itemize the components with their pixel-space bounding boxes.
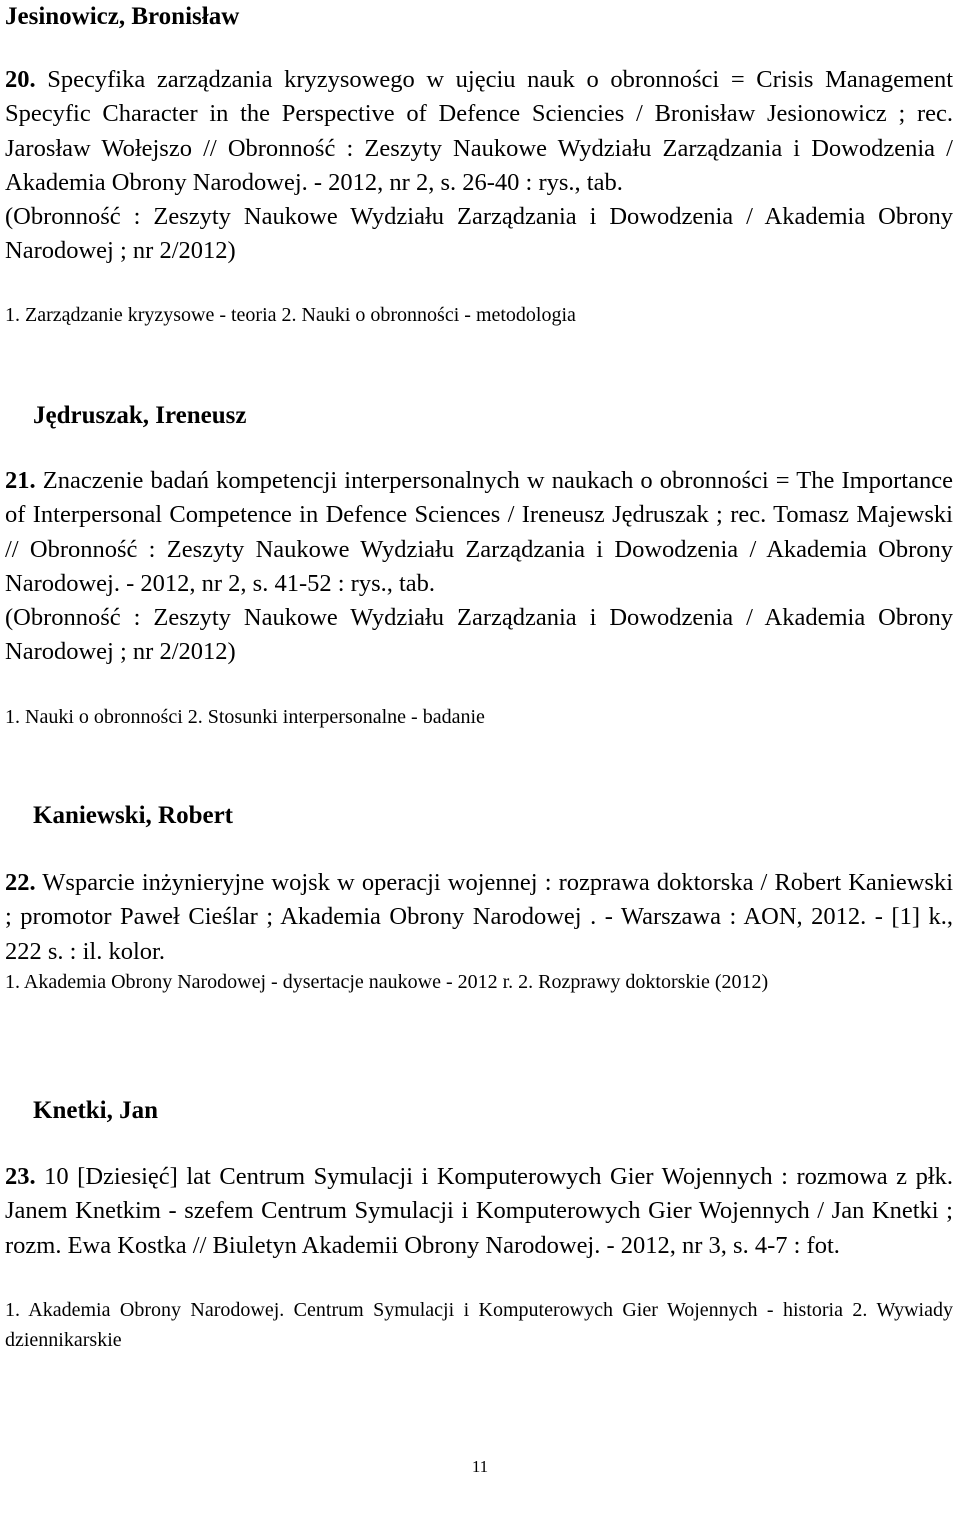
entry-number: 21. (5, 467, 36, 494)
bibliographic-entry (5, 866, 953, 969)
entry-description: Znaczenie badań kompetencji interpersonalnych w naukach o obronności = The Importance of Interpersonal Competence in Defence Sciences / Ireneusz Jędruszak ; rec. Tomasz Majewski // Obronność : Zeszyty Naukowe Wydziału Zarządzania i Dowodzenia / Akademia Obrony Narodowej. - 2012, nr 2, s. 41-52 : rys., tab. (5, 467, 953, 597)
author-heading: Jesinowicz, Bronisław (5, 3, 240, 30)
page-number: 11 (471, 1457, 489, 1476)
bibliographic-entry (5, 1160, 953, 1263)
author-heading: Jędruszak, Ireneusz (33, 402, 247, 429)
entry-number: 20. (5, 66, 36, 93)
entry-number: 22. (5, 869, 36, 896)
entry-description: Specyfika zarządzania kryzysowego w ujęciu nauk o obronności = Crisis Management Specyfic Character in the Perspective of Defence Sciencies / Bronisław Jesionowicz ; rec. Jarosław Wołejszo // Obronność : Zeszyty Naukowe Wydziału Zarządzania i Dowodzenia / Akademia Obrony Narodowej. - 2012, nr 2, s. 26-40 : rys., tab. (5, 66, 953, 196)
entry-series: (Obronność : Zeszyty Naukowe Wydziału Zarządzania i Dowodzenia / Akademia Obrony Narodowej ; nr 2/2012) (5, 203, 953, 265)
entry-description: Wsparcie inżynieryjne wojsk w operacji wojennej : rozprawa doktorska / Robert Kaniewski ; promotor Paweł Cieślar ; Akademia Obrony Narodowej . - Warszawa : AON, 2012. - [1] k., 222 s. : il. kolor. (5, 869, 953, 965)
subject-headings: 1. Akademia Obrony Narodowej. Centrum Symulacji i Komputerowych Gier Wojennych - historia 2. Wywiady dziennikarskie (5, 1299, 953, 1351)
entry-series: (Obronność : Zeszyty Naukowe Wydziału Zarządzania i Dowodzenia / Akademia Obrony Narodowej ; nr 2/2012) (5, 604, 953, 666)
entry-number: 23. (5, 1163, 36, 1190)
entry-description: 10 [Dziesięć] lat Centrum Symulacji i Komputerowych Gier Wojennych : rozmowa z płk. Janem Knetkim - szefem Centrum Symulacji i Komputerowych Gier Wojennych / Jan Knetki ; rozm. Ewa Kostka // Biuletyn Akademii Obrony Narodowej. - 2012, nr 3, s. 4-7 : fot. (5, 1163, 953, 1259)
author-heading: Kaniewski, Robert (33, 802, 233, 829)
subject-headings: 1. Zarządzanie kryzysowe - teoria 2. Nauki o obronności - metodologia (5, 304, 576, 326)
subject-headings: 1. Nauki o obronności 2. Stosunki interpersonalne - badanie (5, 706, 485, 728)
subject-headings: 1. Akademia Obrony Narodowej - dysertacje naukowe - 2012 r. 2. Rozprawy doktorskie (2012) (5, 971, 769, 993)
author-heading: Knetki, Jan (33, 1097, 159, 1124)
bibliographic-entry (5, 464, 953, 670)
bibliographic-entry (5, 63, 953, 269)
